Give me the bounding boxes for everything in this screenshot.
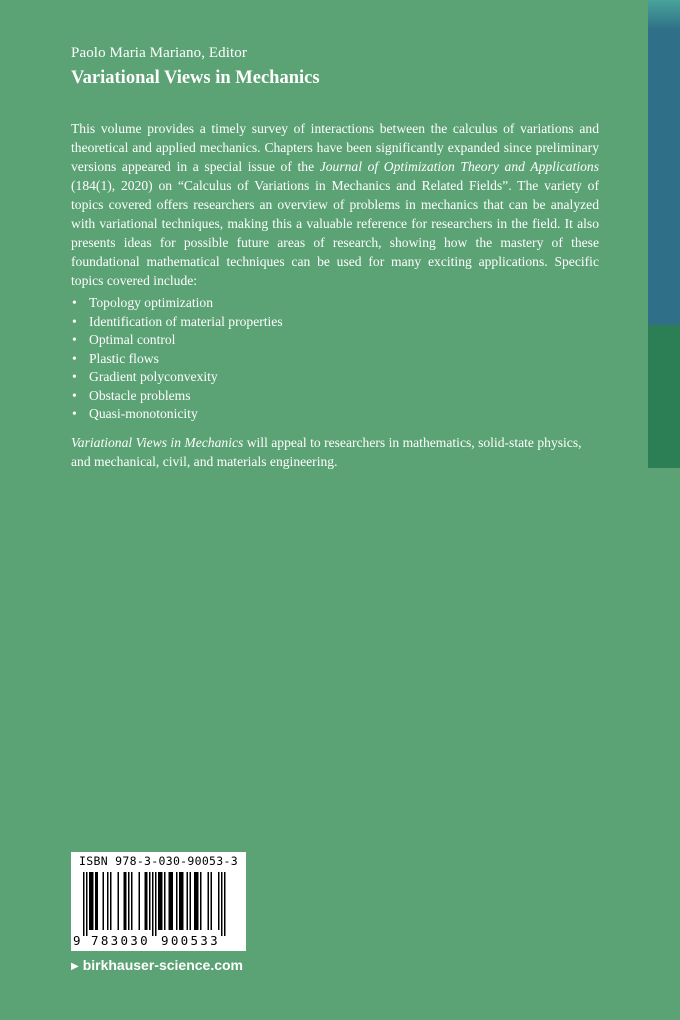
- barcode-bar: [131, 872, 133, 930]
- editor-line: Paolo Maria Mariano, Editor: [71, 45, 247, 61]
- barcode-bar: [91, 872, 93, 930]
- topic-label: Optimal control: [89, 332, 176, 347]
- barcode-bar: [139, 872, 141, 930]
- barcode-bar: [86, 872, 88, 936]
- journal-name: Journal of Optimization Theory and Applications: [319, 159, 600, 174]
- bullet-icon: •: [72, 369, 77, 384]
- barcode-bar: [197, 872, 199, 930]
- barcode-bar: [211, 872, 213, 930]
- barcode-bar: [161, 872, 163, 930]
- closing-text: will appeal to researchers in mathematics, solid-state physics, and mechanical, civil, and materials engineering.: [71, 435, 582, 469]
- list-item: [71, 313, 283, 332]
- barcode-bar: [170, 872, 172, 930]
- topic-label: Topology optimization: [89, 295, 214, 310]
- barcode-bar: [145, 872, 147, 930]
- barcode-bar: [200, 872, 202, 930]
- barcode-bar: [218, 872, 220, 930]
- topics-list: [71, 294, 283, 424]
- closing-book-title: Variational Views in Mechanics: [71, 435, 244, 450]
- barcode-bar: [89, 872, 91, 930]
- barcode-bar: [164, 872, 166, 930]
- list-item: [71, 387, 283, 406]
- topic-label: Gradient polyconvexity: [89, 369, 218, 384]
- topic-label: Plastic flows: [89, 350, 159, 366]
- barcode-bar: [196, 872, 198, 930]
- topic-label: Quasi-monotonicity: [89, 406, 198, 421]
- barcode-bar: [194, 872, 196, 930]
- barcode-bar: [149, 872, 151, 930]
- topic-label: Obstacle problems: [89, 387, 191, 403]
- barcode-bar: [169, 872, 171, 930]
- closing-statement: [71, 433, 599, 471]
- barcode-bar: [181, 872, 183, 930]
- barcode-bars: [83, 872, 234, 936]
- bullet-icon: •: [72, 387, 77, 403]
- barcode-bar: [155, 872, 157, 936]
- barcode-bar: [152, 872, 154, 936]
- barcode-bar: [172, 872, 174, 930]
- barcode-bar: [97, 872, 99, 930]
- barcode-bar: [224, 872, 226, 936]
- list-item: [71, 368, 283, 387]
- barcode-bar: [182, 872, 184, 930]
- bullet-icon: •: [72, 313, 77, 329]
- ean-right-group: 900533: [161, 933, 220, 948]
- spine-band-blue: [648, 0, 680, 325]
- ean-lead-digit: 9: [73, 933, 81, 948]
- bullet-icon: •: [72, 350, 77, 366]
- triangle-right-icon: ▶: [71, 961, 79, 972]
- barcode-bar: [103, 872, 105, 930]
- topic-label: Identification of material properties: [89, 313, 283, 329]
- book-title: Variational Views in Mechanics: [71, 68, 320, 88]
- ean-left-group: 783030: [91, 933, 150, 948]
- spine-band-top: [648, 0, 680, 30]
- barcode-bar: [125, 872, 127, 930]
- barcode-bar: [107, 872, 109, 930]
- barcode-bar: [187, 872, 189, 930]
- description-text-start: This volume provides a timely survey of interactions between the calculus of variations and theoretical and applied mechanics. Chapters have been significantly expanded since preliminary versions appeared in a special issue of the: [71, 121, 599, 174]
- description-paragraph: [71, 119, 599, 290]
- description: [71, 119, 599, 290]
- isbn-barcode: [71, 852, 246, 951]
- bullet-icon: •: [72, 406, 77, 421]
- barcode-bar: [124, 872, 126, 930]
- barcode-bar: [95, 872, 97, 930]
- barcode-bar: [128, 872, 130, 930]
- barcode-bar: [221, 872, 223, 936]
- barcode-bar: [208, 872, 210, 930]
- barcode-bar: [92, 872, 94, 930]
- barcode-bar: [146, 872, 148, 930]
- barcode-bar: [110, 872, 112, 930]
- description-text-end: (184(1), 2020) on “Calculus of Variations in Mechanics and Related Fields”. The variety of topics covered offers researchers an overview of problems in mechanics that can be analyzed with variational techniques, making this a valuable reference for researchers in the field. It also presents ideas for possible future areas of research, showing how the mastery of these foundational mathematical techniques can be used for many exciting applications. Specific topics covered include:: [71, 178, 599, 288]
- barcode-bar: [118, 872, 120, 930]
- list-item: [71, 405, 283, 424]
- barcode-bar: [160, 872, 162, 930]
- list-item: [71, 294, 283, 313]
- barcode-bar: [83, 872, 85, 936]
- bullet-icon: •: [72, 295, 77, 310]
- list-item: [71, 331, 283, 350]
- bullet-icon: •: [72, 332, 77, 347]
- spine-band-green: [648, 325, 680, 468]
- publisher-link[interactable]: [71, 957, 243, 973]
- barcode-bar: [190, 872, 192, 930]
- barcode-bar: [179, 872, 181, 930]
- barcode-bar: [158, 872, 160, 930]
- publisher-url: birkhauser-science.com: [82, 957, 243, 973]
- isbn-label: ISBN 978-3-030-90053-3: [79, 854, 238, 868]
- barcode-bar: [176, 872, 178, 930]
- list-item: [71, 350, 283, 369]
